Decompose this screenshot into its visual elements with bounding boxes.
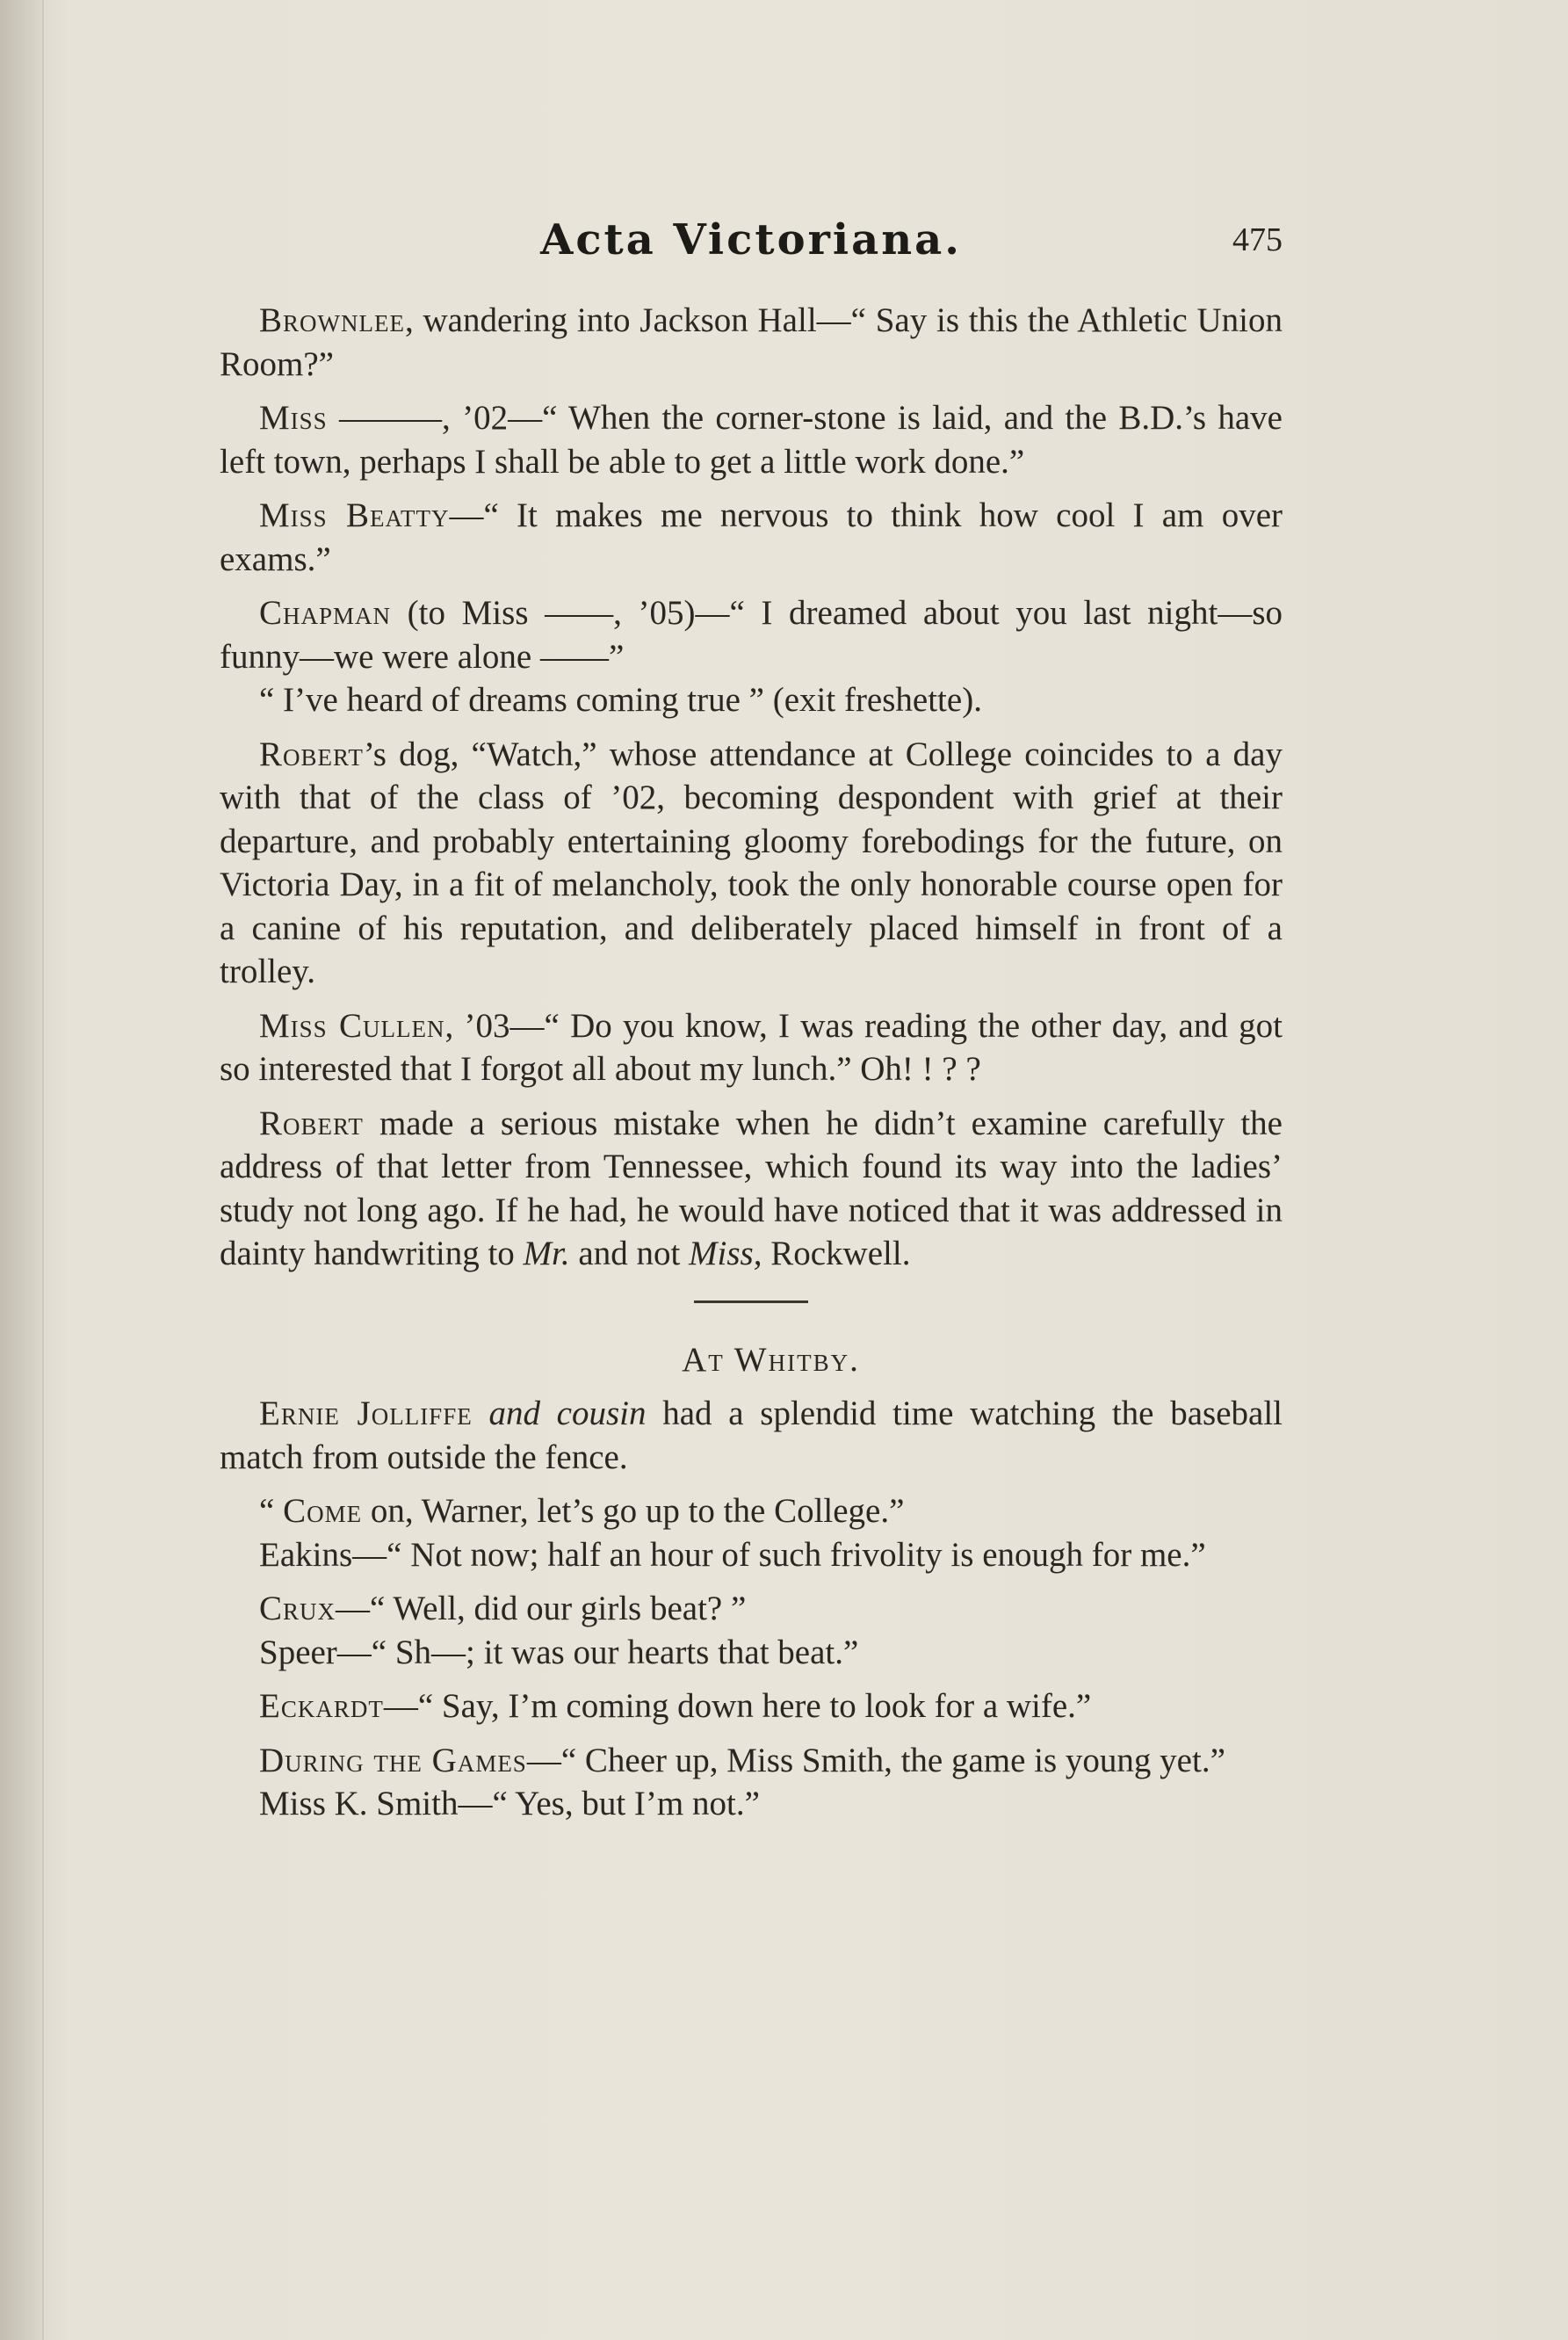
paragraph-text: —“ Well, did our girls beat? ”: [336, 1590, 747, 1627]
speaker-name: Brownlee: [259, 301, 405, 339]
paragraph-robert-letter: [220, 1102, 1283, 1276]
paragraph-text: ———, ’02—“ When the corner-stone is laid, and the B.D.’s have left town, perhaps I shall be able to get a little work done.”: [220, 399, 1283, 481]
paragraph-crux: [220, 1587, 1283, 1631]
paragraph-text: Miss K. Smith—“ Yes, but I’m not.”: [259, 1785, 760, 1822]
book-spine: [0, 0, 44, 2340]
paragraph-text: —“ It makes me nervous to think how cool I am over exams.”: [220, 496, 1283, 578]
paragraph-text: (to Miss ——, ’05)—“ I dreamed about you last night—so funny—we were alone ——”: [220, 594, 1283, 676]
paragraph-come-on: [220, 1489, 1283, 1533]
paragraph-miss-02: [220, 396, 1283, 483]
paragraph-freshette: [220, 678, 1283, 722]
paragraph-miss-cullen: [220, 1004, 1283, 1091]
paragraph-text: made a serious mistake when he didn’t examine carefully the address of that letter from Tennessee, which found its way into the ladies’ study not long ago. If he had, he would have noticed that it was addressed in dainty handwriting to: [220, 1104, 1283, 1272]
italic-text: Mr.: [523, 1235, 570, 1272]
paragraph-text: and not: [569, 1235, 690, 1272]
speaker-name: Miss Cullen: [259, 1006, 445, 1045]
paragraph-speer: [220, 1631, 1283, 1675]
paragraph-during-games: [220, 1739, 1283, 1783]
body-text: [220, 299, 1283, 1837]
paragraph-eakins: [220, 1533, 1283, 1577]
italic-text: and cousin: [472, 1395, 647, 1432]
paragraph-text: Eakins—“ Not now; half an hour of such frivolity is enough for me.”: [259, 1535, 1206, 1574]
section-heading: At Whitby.: [682, 1340, 860, 1379]
paragraph-text: “ I’ve heard of dreams coming true ” (exit freshette).: [259, 681, 982, 719]
paragraph-eckardt: [220, 1684, 1283, 1728]
paragraph-robert-dog: [220, 733, 1283, 994]
speaker-name: Miss: [259, 399, 328, 437]
journal-title: Acta Victoriana.: [540, 215, 962, 264]
paragraph-text: ’s dog, “Watch,” whose attendance at College coincides to a day with that of the class of ’02, becoming despondent with grief at their departure, and probably entertaining gloomy forebodings for the future, on Victoria Day, in a fit of melancholy, took the only honorable course open for a canine of his reputation, and deliberately placed himself in front of a trolley.: [220, 735, 1283, 990]
paragraph-brownlee: [220, 299, 1283, 386]
speaker-name: Miss Beatty: [259, 496, 450, 534]
paragraph-miss-beatty: [220, 494, 1283, 581]
paragraph-text: had a splendid time watching the baseball match from outside the fence.: [220, 1395, 1283, 1476]
paragraph-text: —“ Cheer up, Miss Smith, the game is young yet.”: [526, 1741, 1225, 1779]
page-number: 475: [1232, 221, 1283, 258]
italic-text: Miss,: [689, 1235, 762, 1272]
paragraph-text: Speer—“ Sh—; it was our hearts that beat.”: [259, 1633, 859, 1671]
speaker-name: Come: [283, 1492, 363, 1530]
paragraph-text: , ’03—“ Do you know, I was reading the other day, and got so interested that I forgot all about my lunch.” Oh! ! ? ?: [220, 1006, 1283, 1088]
speaker-name: Robert: [259, 735, 364, 773]
speaker-name: Crux: [259, 1590, 336, 1627]
speaker-name: Ernie Jolliffe: [259, 1395, 473, 1432]
paragraph-chapman: [220, 591, 1283, 678]
paragraph-ernie-jolliffe: [220, 1392, 1283, 1479]
speaker-name: During the Games: [259, 1741, 527, 1779]
paragraph-text: , wandering into Jackson Hall—“ Say is this the Athletic Union Room?”: [220, 301, 1283, 383]
speaker-name: Chapman: [259, 594, 392, 632]
paragraph-text: “: [259, 1492, 284, 1530]
paragraph-text: Rockwell.: [762, 1235, 911, 1272]
running-header: [220, 215, 1283, 277]
paragraph-text: on, Warner, let’s go up to the College.”: [362, 1492, 905, 1530]
section-divider: [694, 1300, 808, 1303]
speaker-name: Robert: [259, 1104, 364, 1142]
paragraph-text: —“ Say, I’m coming down here to look for a wife.”: [383, 1687, 1092, 1725]
paragraph-miss-k-smith: [220, 1782, 1283, 1826]
speaker-name: Eckardt: [259, 1687, 384, 1725]
